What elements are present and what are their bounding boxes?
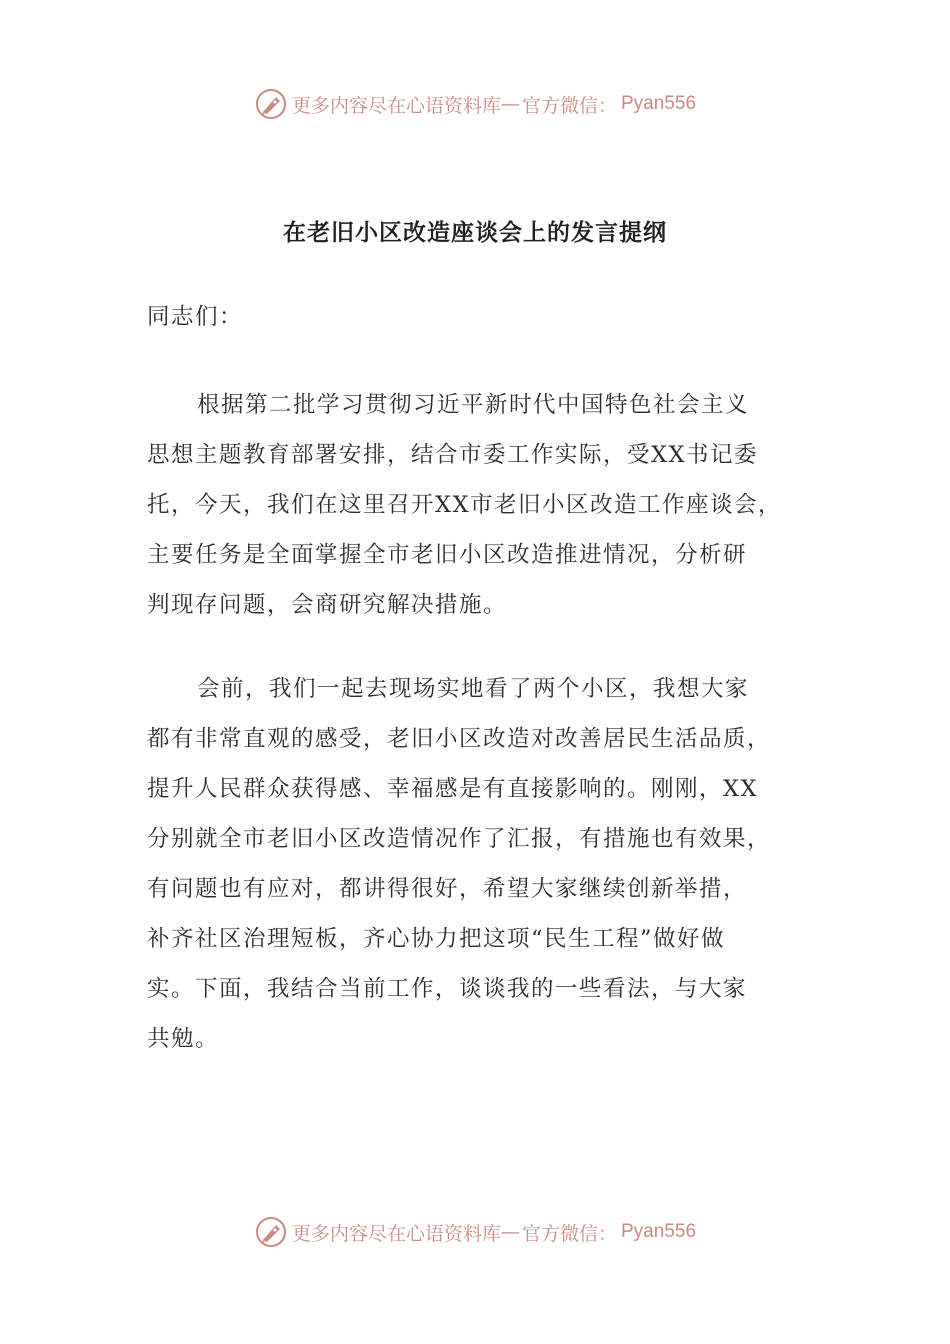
watermark-brand: 更多内容尽在心语资料库 [291,1222,501,1245]
paragraph-line: 实。下面，我结合当前工作，谈谈我的一些看法，与大家 [147,976,748,1002]
watermark-dash: — [500,1221,520,1243]
paragraph-line: 思想主题教育部署安排，结合市委工作实际，受XX书记委 [147,442,759,468]
paragraph-line: 主要任务是全面掌握全市老旧小区改造推进情况，分析研 [147,542,748,568]
paragraph-2 [147,664,807,1064]
paragraph-line: 判现存问题，会商研究解决措施。 [147,592,508,618]
salutation-line: 同志们： [147,304,244,330]
pen-nib-logo-icon [254,1215,288,1249]
watermark-handle: Pyan556 [621,93,697,114]
paragraph-line: 有问题也有应对，都讲得很好，希望大家继续创新举措， [147,876,748,902]
paragraph-line: 根据第二批学习贯彻习近平新时代中国特色社会主义 [197,392,750,418]
header-watermark [0,84,950,124]
watermark-handle: Pyan556 [621,1221,697,1242]
salutation [147,292,807,342]
paragraph-line: 托，今天，我们在这里召开XX市老旧小区改造工作座谈会， [147,492,783,518]
watermark-wechat-label: 官方微信： [521,94,617,117]
paragraph-line: 共勉。 [147,1026,220,1052]
paragraph-line: 补齐社区治理短板，齐心协力把这项“民生工程”做好做 [147,926,726,952]
document-title: 在老旧小区改造座谈会上的发言提纲 [283,219,667,246]
paragraph-1 [147,380,807,630]
paragraph-line: 提升人民群众获得感、幸福感是有直接影响的。刚刚，XX [147,776,759,802]
paragraph-line: 分别就全市老旧小区改造情况作了汇报，有措施也有效果， [147,826,772,852]
watermark-wechat-label: 官方微信： [521,1222,617,1245]
paragraph-line: 都有非常直观的感受，老旧小区改造对改善居民生活品质， [147,726,772,752]
watermark-dash: — [500,93,520,115]
pen-nib-logo-icon [254,87,288,121]
paragraph-line: 会前，我们一起去现场实地看了两个小区，我想大家 [197,676,750,702]
footer-watermark [0,1212,950,1252]
watermark-brand: 更多内容尽在心语资料库 [291,94,501,117]
